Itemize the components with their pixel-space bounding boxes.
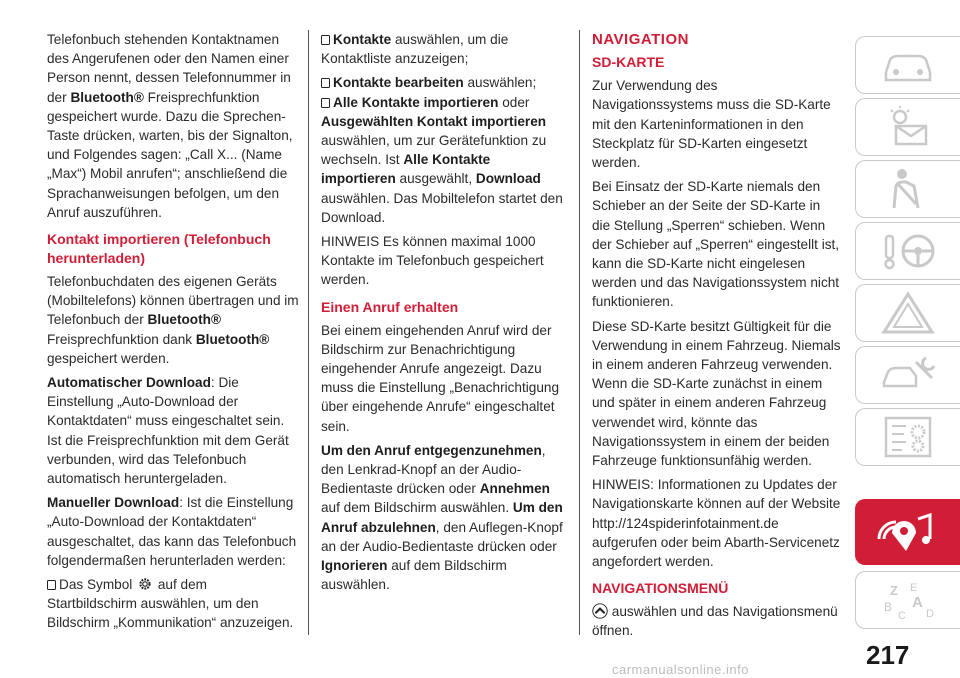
paragraph: Automatischer Download: Die Einstellung „Auto-Download der Kontaktdaten“ muss eingeschaltet sein. Ist die Freisprechfunktion mit dem Gerät verbunden, wird das Telefonbuch automatisch heruntergeladen. [47,375,289,487]
wrench-car-icon [876,352,940,398]
paragraph: Um den Anruf entgegenzunehmen, den Lenkrad-Knopf an der Audio-Bedientaste drücken oder Annehmen auf dem Bildschirm auswählen. Um den Anruf abzulehnen, den Auflegen-Knopf an der Audio-Bedientaste drücken oder Ignorieren auf dem Bildschirm auswählen. [321,442,563,593]
gear-icon [138,577,152,591]
paragraph: Zur Verwendung des Navigationssystems muss die SD-Karte mit den Karteninformationen in den Steckplatz für SD-Karten eingesetzt werden. [592,78,831,171]
tab-emergency[interactable] [855,284,960,342]
settings-list-icon [876,414,940,460]
svg-text:C: C [898,610,906,622]
bullet-item: Das Symbol auf dem Startbildschirm auswählen, um den Bildschirm „Kommunikation“ anzuzeigen. [47,577,294,631]
note-text: HINWEIS Es können maximal 1000 Kontakte im Telefonbuch gespeichert werden. [321,234,544,288]
section-heading-incoming-call: Einen Anruf erhalten [321,298,459,315]
paragraph: Diese SD-Karte besitzt Gültigkeit für die Verwendung in einem Fahrzeug. Niemals in einem anderen Fahrzeug verwenden. Wenn die SD-Karte zunächst in einem und später in einem anderen Fahrzeug verwendet wird, könnte das Navigationssystem in einem der beiden Fahrzeuge funktionsunfähig werden. [592,318,841,469]
navigation-chevron-icon [592,603,608,619]
tab-multimedia[interactable] [855,499,960,565]
section-heading-import-contacts: Kontakt importieren (Telefonbuch herunterladen) [47,231,271,267]
warning-light-envelope-icon [876,104,940,150]
note-text: HINWEIS: Informationen zu Updates der Navigationskarte können auf der Website http://124spiderinfotainment.de aufgerufen oder beim Abarth-Servicenetz angefordert werden. [592,477,841,570]
section-heading-nav-menu: NAVIGATIONSMENÜ [592,580,729,597]
tab-vehicle-overview[interactable] [855,36,960,94]
bullet-square-icon [321,98,330,108]
bullet-square-icon [47,580,56,590]
svg-text:E: E [910,582,918,594]
svg-text:Z: Z [890,583,898,598]
section-heading-sd-card: SD-KARTE [592,54,665,71]
key-steering-wheel-icon [876,228,940,274]
text-column-3 [592,30,842,646]
car-icon [876,42,940,88]
paragraph: Telefonbuch stehenden Kontaktnamen des Angerufenen oder den Namen einer Person nennt, dessen Telefonnummer in der Bluetooth® Freisprechfunktion gespeichert wurde. Dazu die Sprechen-Taste drücken, warten, bis der Signalton, und Folgendes sagen: „Call X... (Name „Max“) Mobil anrufen“; anschließend die Sprachanweisungen befolgen, um den Anruf auszuführen. [47,32,293,220]
tab-dashboard-lights[interactable] [855,98,960,156]
tab-maintenance[interactable] [855,346,960,404]
warning-triangle-icon [876,290,940,336]
text-column-1 [47,30,300,638]
tab-technical-data[interactable] [855,408,960,466]
paragraph: Bei einem eingehenden Anruf wird der Bildschirm zur Benachrichtigung eingehender Anrufe angezeigt. Dazu muss die Einstellung „Benachrichtigung über eingehende Anrufe“ eingeschaltet sein. [321,322,560,434]
bullet-square-icon [321,35,330,45]
seatbelt-icon [876,166,940,212]
paragraph: Telefonbuchdaten des eigenen Geräts (Mobiltelefons) können übertragen und im Telefonbuch der Bluetooth® Freisprechfunktion dank Bluetooth® gespeichert werden. [47,274,299,366]
bullet-item: Alle Kontakte importieren oder Ausgewählten Kontakt importieren auswählen, um zur Gerätefunktion zu wechseln. Ist Alle Kontakte importieren ausgewählt, Download auswählen. Das Mobiltelefon startet den Download. [321,94,563,225]
page-number: 217 [866,640,910,670]
alphabet-index-icon [876,577,940,623]
watermark: carmanualsonline.info [612,662,749,677]
text-column-2 [321,30,566,599]
bullet-item: Kontakte auswählen, um die Kontaktliste anzuzeigen; [321,32,509,67]
paragraph: Manueller Download: Ist die Einstellung „Auto-Download der Kontaktdaten“ ausgeschaltet, das kann das Telefonbuch folgendermaßen herunterladen werden: [47,495,297,568]
column-divider [308,30,309,635]
svg-text:D: D [926,608,934,620]
tab-index[interactable] [855,571,960,629]
svg-text:B: B [884,600,893,614]
paragraph: auswählen und das Navigationsmenü öffnen. [592,604,838,639]
bullet-square-icon [321,78,330,88]
bullet-item: Kontakte bearbeiten auswählen; [321,73,566,92]
tab-driving[interactable] [855,222,960,280]
column-divider [579,30,580,635]
tab-safety[interactable] [855,160,960,218]
paragraph: Bei Einsatz der SD-Karte niemals den Schieber an der Seite der SD-Karte in die Stellung „Sperren“ schieben. Wenn der Schieber auf „Sperren“ eingestellt ist, kann die SD-Karte nicht eingelesen werden und das Navigationssystem nicht funktionieren. [592,179,840,310]
svg-text:A: A [912,594,923,611]
multimedia-music-icon [876,509,940,555]
chapter-title: NAVIGATION [592,31,689,48]
